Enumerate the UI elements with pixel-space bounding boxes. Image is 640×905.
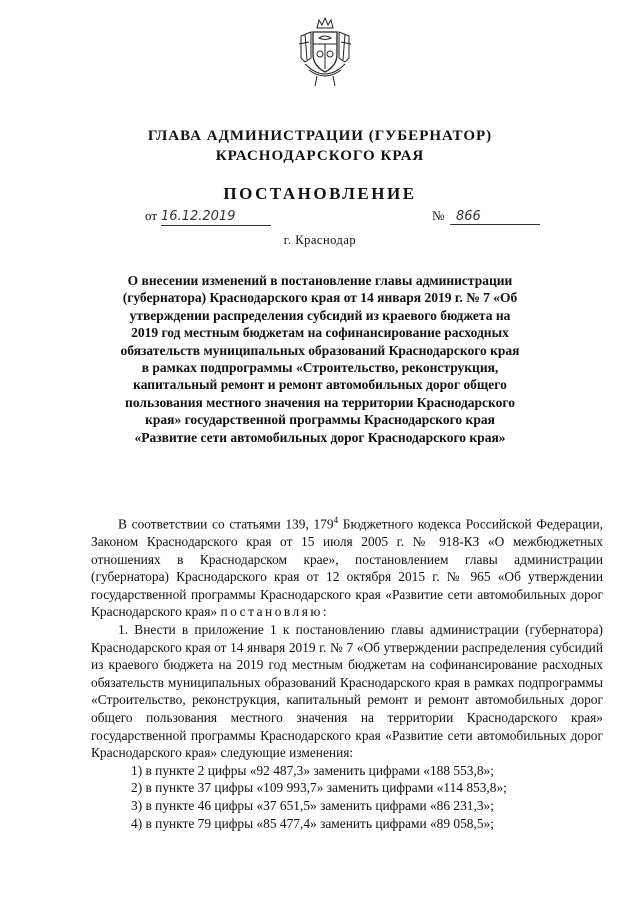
number-label: № bbox=[432, 208, 445, 223]
document-type: ПОСТАНОВЛЕНИЕ bbox=[223, 184, 417, 203]
resolve-word: постановляю: bbox=[220, 604, 330, 620]
clause-1: 1. Внести в приложение 1 к постановлению главы администрации (губернатора) Краснодарского края от 14 января 2019 г. № 7 «Об утверждении распределения субсидий из краевого бюджета на 2019 год местным бюджетам на софинансирование расходных обязательств муниципальных образований Краснодарского края в рамках подпрограммы «Строительство, реконструкция, капитальный ремонт и ремонт автомобильных дорог общего пользования местного значения на территории Краснодарского края» государственной программы Краснодарского края «Развитие сети автомобильных дорог Краснодарского края» следующие изменения: bbox=[91, 622, 603, 761]
list-item: 1) в пункте 2 цифры «92 487,3» заменить цифрами «188 553,8»; bbox=[131, 762, 494, 778]
list-item: 4) в пункте 79 цифры «85 477,4» заменить цифрами «89 058,5»; bbox=[131, 815, 494, 831]
number-value: 866 bbox=[450, 208, 540, 225]
document-subject: О внесении изменений в постановление главы администрации (губернатора) Краснодарского края от 14 января 2019 г. № 7 «Об утверждении распределения субсидий из краевого бюджета на 2019 год местным бюджетам на софинансирование расходных обязательств муниципальных образований Краснодарского края в рамках подпрограммы «Строительство, реконструкция, капитальный ремонт и ремонт автомобильных дорог общего пользования местного значения на территории Краснодарского края» государственной программы Краснодарского края «Развитие сети автомобильных дорог Краснодарского края» bbox=[120, 273, 520, 445]
preamble-superscript: 4 bbox=[333, 515, 339, 525]
authority-title: ГЛАВА АДМИНИСТРАЦИИ (ГУБЕРНАТОР) bbox=[147, 128, 493, 144]
preamble-text-2: Бюджетного кодекса Российской Федерации, Законом Краснодарского края от 15 июля 2005 г. № 918-КЗ «О межбюджетных отношениях в Краснодарском крае», постановлением главы администрации (губернатора) Краснодарского края от 12 октября 2015 г. № 965 «Об утверждении государственной программы Краснодарского края «Развитие сети автомобильных дорог Краснодарского края» bbox=[91, 516, 603, 620]
coat-of-arms-emblem bbox=[297, 14, 353, 88]
list-item: 3) в пункте 46 цифры «37 651,5» заменить цифрами «86 231,3»; bbox=[131, 797, 494, 813]
authority-region: КРАСНОДАРСКОГО КРАЯ bbox=[215, 148, 425, 164]
preamble-text-1: В соответствии со статьями 139, 179 bbox=[118, 516, 334, 532]
document-body bbox=[91, 512, 603, 832]
preamble-paragraph bbox=[91, 512, 603, 621]
list-item: 2) в пункте 37 цифры «109 993,7» заменить цифрами «114 853,8»; bbox=[131, 780, 507, 796]
city-line: г. Краснодар bbox=[283, 233, 357, 247]
date-value: 16.12.2019 bbox=[161, 208, 271, 226]
date-label: от bbox=[145, 208, 158, 223]
